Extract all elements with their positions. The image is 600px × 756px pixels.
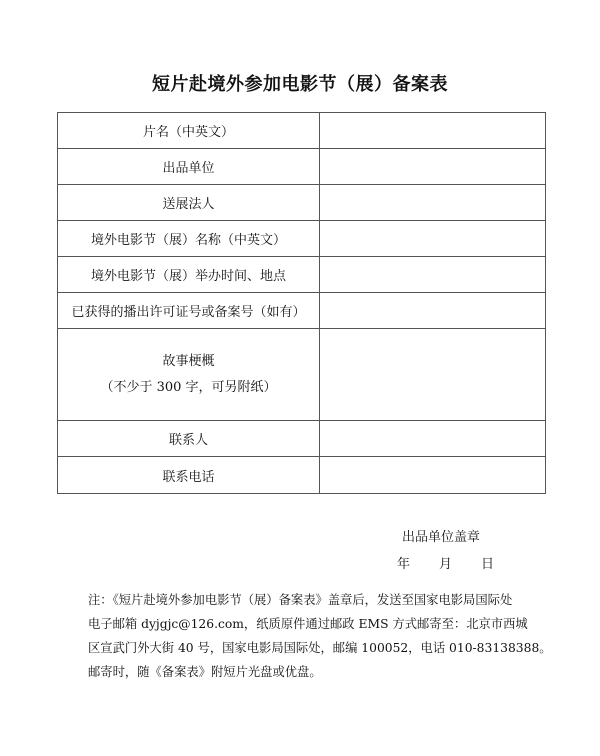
field-submitting-entity[interactable] [320, 185, 546, 221]
form-title: 短片赴境外参加电影节（展）备案表 [152, 74, 448, 95]
date-year-label: 年 [397, 557, 411, 572]
field-festival-time-place[interactable] [320, 257, 546, 293]
field-contact-phone[interactable] [320, 457, 546, 494]
field-contact-person[interactable] [320, 421, 546, 457]
submission-note [88, 588, 552, 684]
row-label-producer: 出品单位 [58, 149, 320, 185]
table-row [58, 149, 546, 185]
synopsis-sublabel: （不少于 300 字，可另附纸） [100, 379, 277, 395]
table-row [58, 293, 546, 329]
field-festival-name[interactable] [320, 221, 546, 257]
row-label-film-title: 片名（中英文） [58, 113, 320, 149]
field-film-title[interactable] [320, 113, 546, 149]
table-row [58, 185, 546, 221]
table-row [58, 421, 546, 457]
seal-label: 出品单位盖章 [402, 530, 481, 545]
date-day-label: 日 [481, 557, 495, 572]
date-month-label: 月 [439, 557, 453, 572]
note-line: 注：《短片赴境外参加电影节（展）备案表》盖章后，发送至国家电影局国际处 [88, 593, 513, 607]
note-line: 区宣武门外大街 40 号，国家电影局国际处，邮编 100052，电话 010-83138388。 [88, 641, 552, 655]
row-label-festival-time-place: 境外电影节（展）举办时间、地点 [58, 257, 320, 293]
row-label-license-number: 已获得的播出许可证号或备案号（如有） [58, 293, 320, 329]
table-row [58, 113, 546, 149]
note-line: 邮寄时，随《备案表》附短片光盘或优盘。 [88, 665, 322, 679]
field-synopsis[interactable] [320, 329, 546, 421]
table-row [58, 329, 546, 421]
table-row [58, 257, 546, 293]
row-label-synopsis [58, 329, 320, 421]
table-row [58, 457, 546, 494]
note-line: 电子邮箱 dyjgjc@126.com，纸质原件通过邮政 EMS 方式邮寄至：北京市西城 [88, 617, 528, 631]
field-producer[interactable] [320, 149, 546, 185]
row-label-contact-phone: 联系电话 [58, 457, 320, 494]
synopsis-label: 故事梗概 [162, 353, 215, 369]
filing-form-table [57, 112, 546, 494]
row-label-submitting-entity: 送展法人 [58, 185, 320, 221]
table-row [58, 221, 546, 257]
row-label-festival-name: 境外电影节（展）名称（中英文） [58, 221, 320, 257]
field-license-number[interactable] [320, 293, 546, 329]
row-label-contact-person: 联系人 [58, 421, 320, 457]
